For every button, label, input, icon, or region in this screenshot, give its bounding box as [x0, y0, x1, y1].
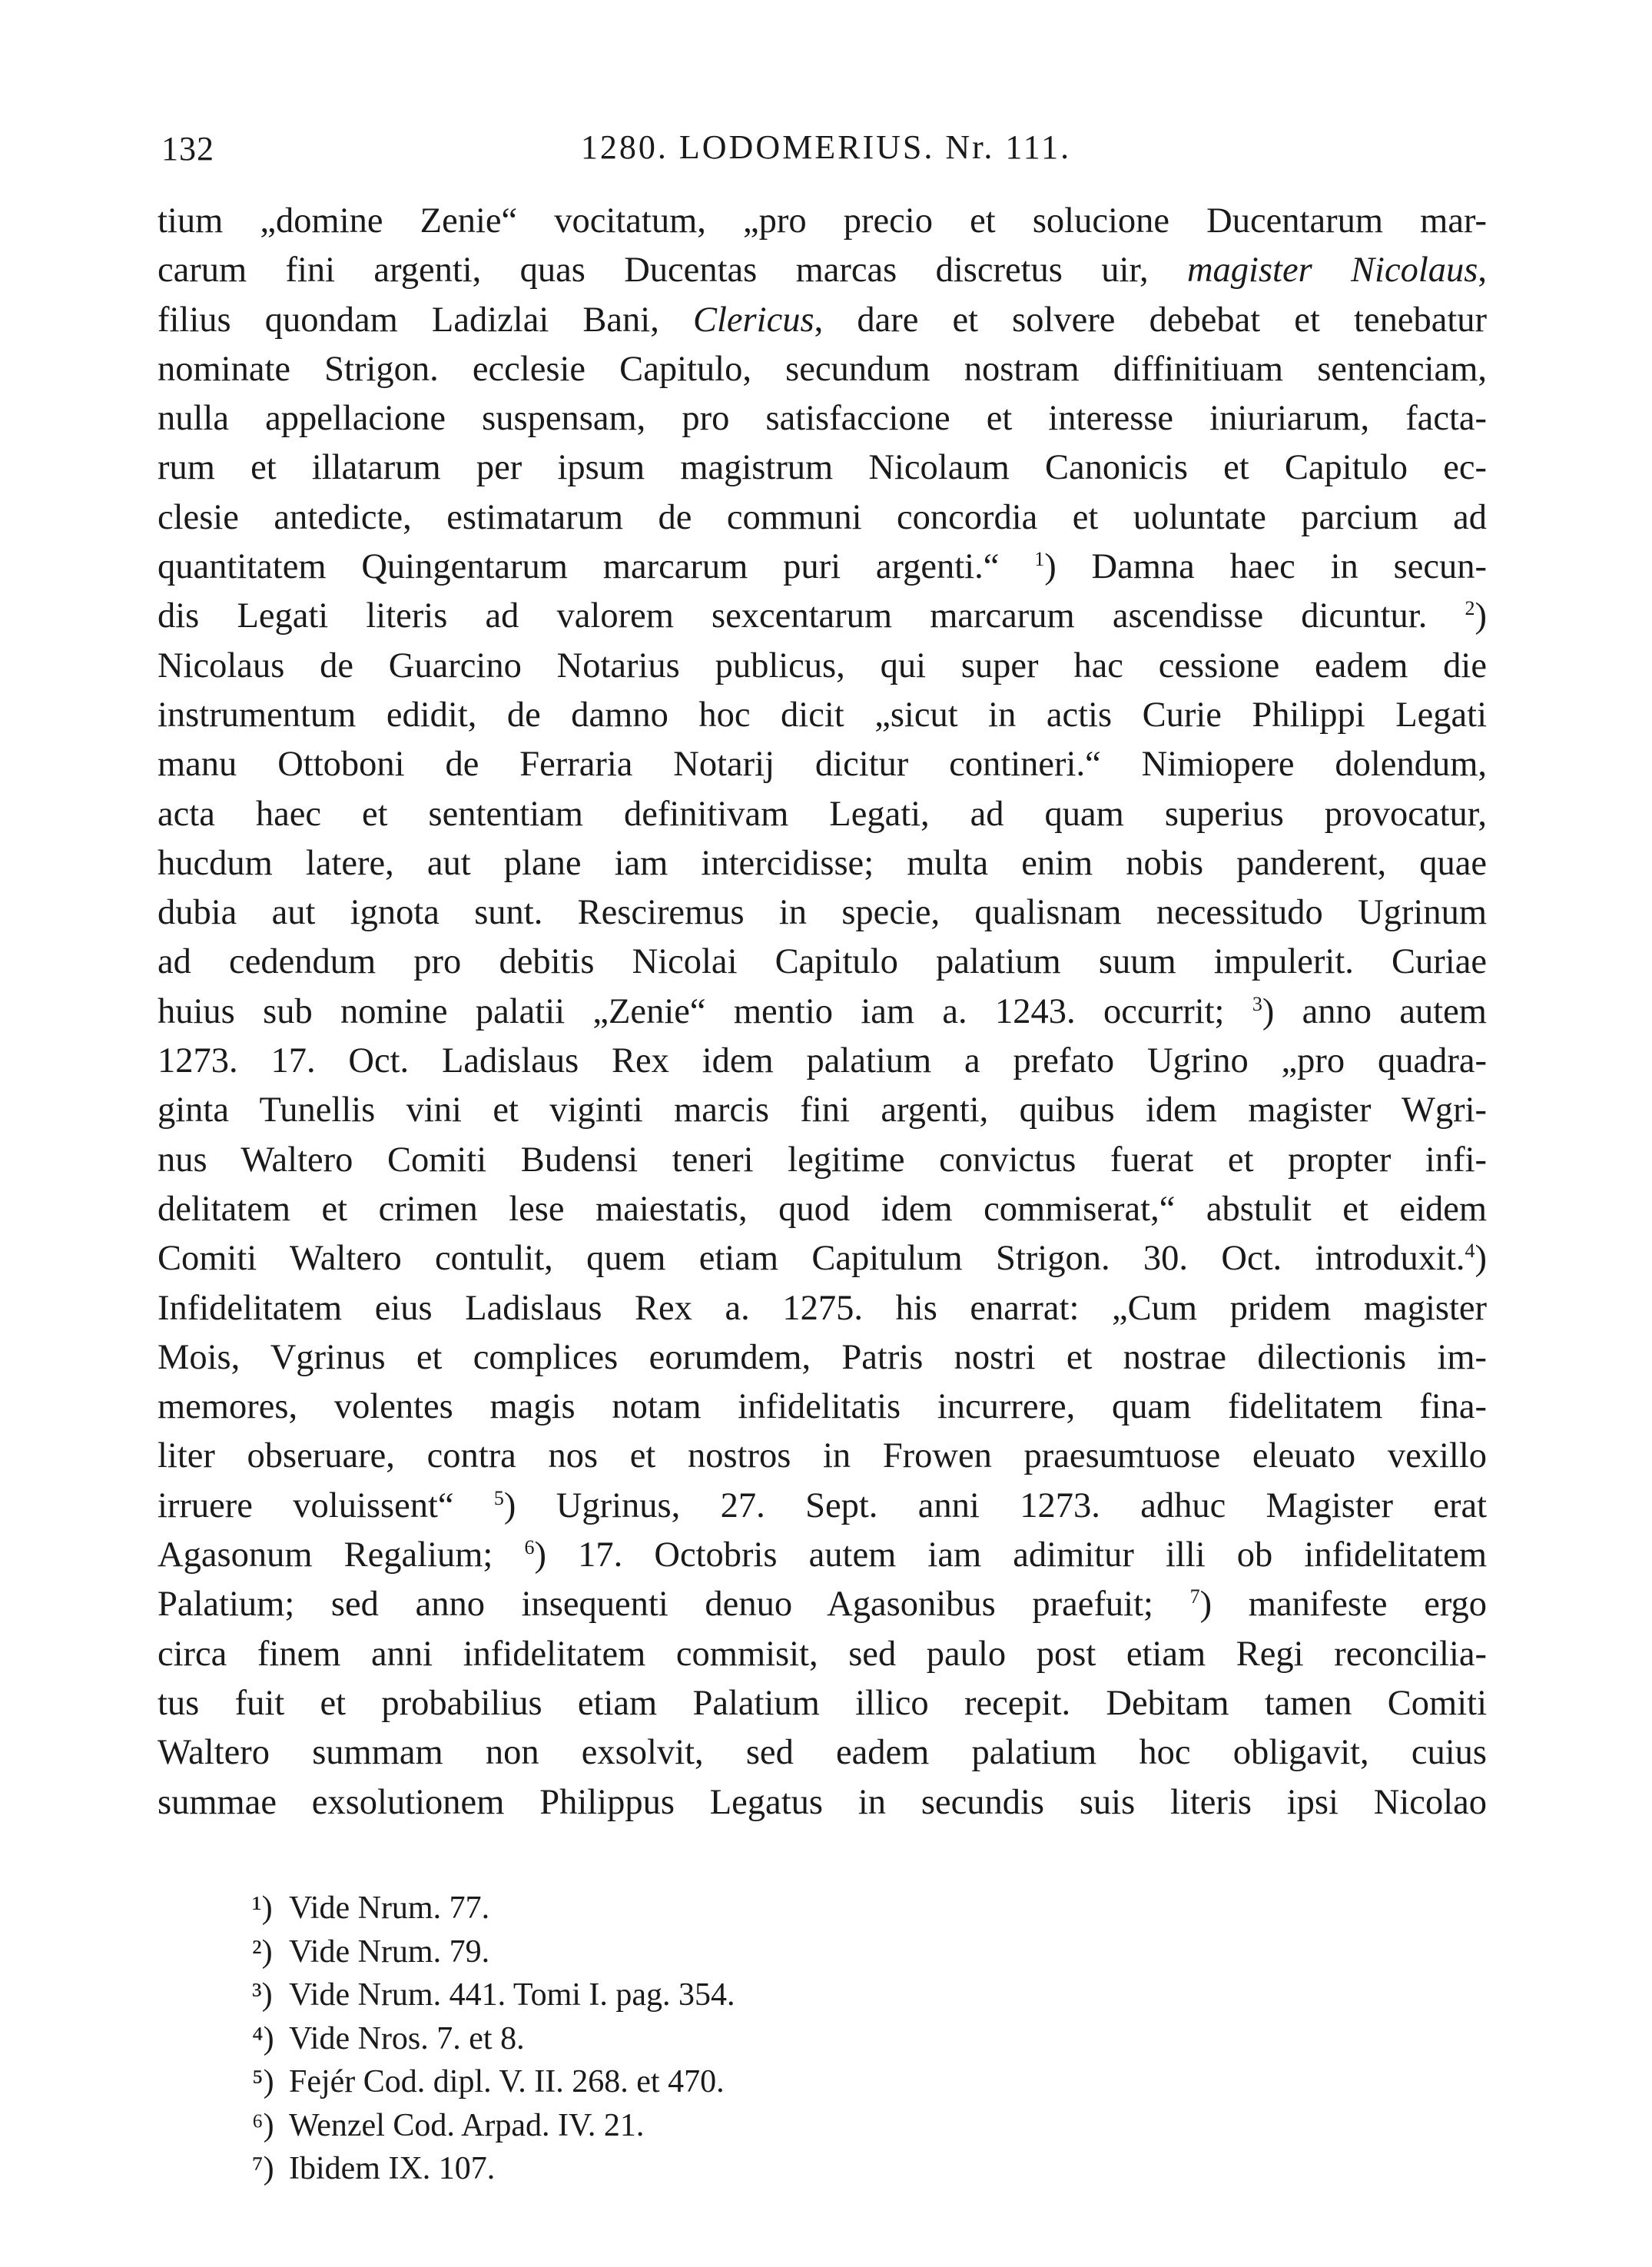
footnote	[252, 2147, 735, 2191]
body-line: quantitatem Quingentarum marcarum puri argenti.“ $^1$) Damna haec in secun-	[158, 547, 1487, 587]
footnote-mark: ⁵)	[252, 2064, 274, 2099]
footnote	[252, 2060, 735, 2104]
body-line: clesie antedicte, estimatarum de communi concordia et uoluntate parcium ad	[158, 497, 1487, 537]
footnote-text: Vide Nrum. 79.	[289, 1933, 490, 1970]
footnote-mark: ³)	[252, 1977, 273, 2013]
footnote	[252, 1887, 735, 1930]
footnote-text: Vide Nros. 7. et 8.	[289, 2020, 525, 2056]
body-line: Comiti Waltero contulit, quem etiam Capitulum Strigon. 30. Oct. introduxit.$^4$)	[158, 1239, 1487, 1279]
running-head: 1280. LODOMERIUS. Nr. 111.	[580, 128, 1072, 166]
footnote-text: Vide Nrum. 441. Tomi I. pag. 354.	[289, 1977, 735, 2013]
body-line: hucdum latere, aut plane iam intercidisse; multa enim nobis panderent, quae	[158, 843, 1487, 883]
body-line: irruere voluissent“ $^5$) Ugrinus, 27. Sept. anni 1273. adhuc Magister erat	[158, 1485, 1488, 1525]
body-line: memores, volentes magis notam infidelitatis incurrere, quam fidelitatem fina-	[158, 1387, 1487, 1427]
body-line: nulla appellacione suspensam, pro satisfaccione et interesse iniuriarum, facta-	[158, 399, 1487, 439]
body-line: dubia aut ignota sunt. Resciremus in specie, qualisnam necessitudo Ugrinum	[158, 893, 1487, 933]
body-line: ginta Tunellis vini et viginti marcis fini argenti, quibus idem magister Wgri-	[158, 1090, 1487, 1130]
body-line: Waltero summam non exsolvit, sed eadem palatium hoc obligavit, cuius	[158, 1733, 1487, 1773]
body-line: tium „domine Zenie“ vocitatum, „pro precio et solucione Ducentarum mar-	[158, 201, 1487, 241]
body-line: carum fini argenti, quas Ducentas marcas discretus uir, magister Nicolaus,	[158, 251, 1488, 290]
body-line: 1273. 17. Oct. Ladislaus Rex idem palatium a prefato Ugrino „pro quadra-	[158, 1041, 1487, 1081]
footnote-mark: ²)	[252, 1933, 273, 1970]
footnote	[252, 1973, 735, 2017]
page-number: 132	[161, 130, 214, 168]
body-line: summae exsolutionem Philippus Legatus in secundis suis literis ipsi Nicolao	[158, 1782, 1487, 1822]
body-line: liter obseruare, contra nos et nostros in Frowen praesumtuose eleuato vexillo	[158, 1436, 1487, 1476]
body-line: instrumentum edidit, de damno hoc dicit „sicut in actis Curie Philippi Legati	[158, 695, 1487, 735]
body-line: dis Legati literis ad valorem sexcentarum marcarum ascendisse dicuntur. $^2$)	[158, 596, 1487, 636]
body-line: Infidelitatem eius Ladislaus Rex a. 1275. his enarrat: „Cum pridem magister	[158, 1288, 1487, 1328]
footnote	[252, 1930, 735, 1974]
body-line: Palatium; sed anno insequenti denuo Agasonibus praefuit; $^7$) manifeste ergo	[158, 1585, 1487, 1625]
body-line: tus fuit et probabilius etiam Palatium illico recepit. Debitam tamen Comiti	[158, 1683, 1487, 1723]
footnote-text: Fejér Cod. dipl. V. II. 268. et 470.	[289, 2064, 725, 2099]
body-line: rum et illatarum per ipsum magistrum Nicolaum Canonicis et Capitulo ec-	[158, 448, 1487, 488]
body-line: huius sub nomine palatii „Zenie“ mentio iam a. 1243. occurrit; $^3$) anno autem	[158, 991, 1487, 1031]
footnote-mark: ¹)	[252, 1890, 273, 1926]
footnote-text: Ibidem IX. 107.	[289, 2151, 496, 2186]
body-line: Agasonum Regalium; $^6$) 17. Octobris autem iam adimitur illi ob infidelitatem	[158, 1535, 1487, 1575]
footnote-text: Wenzel Cod. Arpad. IV. 21.	[289, 2107, 645, 2143]
footnote-mark: ⁴)	[252, 2020, 274, 2056]
body-line: circa finem anni infidelitatem commisit, sed paulo post etiam Regi reconcilia-	[158, 1634, 1487, 1674]
footnote	[252, 2104, 735, 2148]
body-line: manu Ottoboni de Ferraria Notarij dicitur contineri.“ Nimiopere dolendum,	[158, 745, 1487, 785]
body-line: filius quondam Ladizlai Bani, Clericus, dare et solvere debebat et tenebatur	[158, 300, 1487, 340]
body-line: acta haec et sententiam definitivam Legati, ad quam superius provocatur,	[158, 794, 1487, 834]
body-line: nominate Strigon. ecclesie Capitulo, secundum nostram diffinitiuam sentenciam,	[158, 349, 1487, 389]
footnote-mark: ⁶)	[252, 2107, 274, 2143]
footnote-mark: ⁷)	[252, 2151, 274, 2186]
footnote-text: Vide Nrum. 77.	[289, 1890, 490, 1926]
body-text	[158, 197, 1487, 1827]
body-line: Mois, Vgrinus et complices eorumdem, Patris nostri et nostrae dilectionis im-	[158, 1337, 1487, 1377]
body-line: nus Waltero Comiti Budensi teneri legitime convictus fuerat et propter infi-	[158, 1140, 1487, 1180]
body-line: Nicolaus de Guarcino Notarius publicus, qui super hac cessione eadem die	[158, 646, 1487, 685]
body-line: ad cedendum pro debitis Nicolai Capitulo palatium suum impulerit. Curiae	[158, 942, 1487, 982]
body-line: delitatem et crimen lese maiestatis, quod idem commiserat,“ abstulit et eidem	[158, 1189, 1487, 1229]
footnotes	[252, 1887, 735, 2191]
footnote	[252, 2017, 735, 2061]
